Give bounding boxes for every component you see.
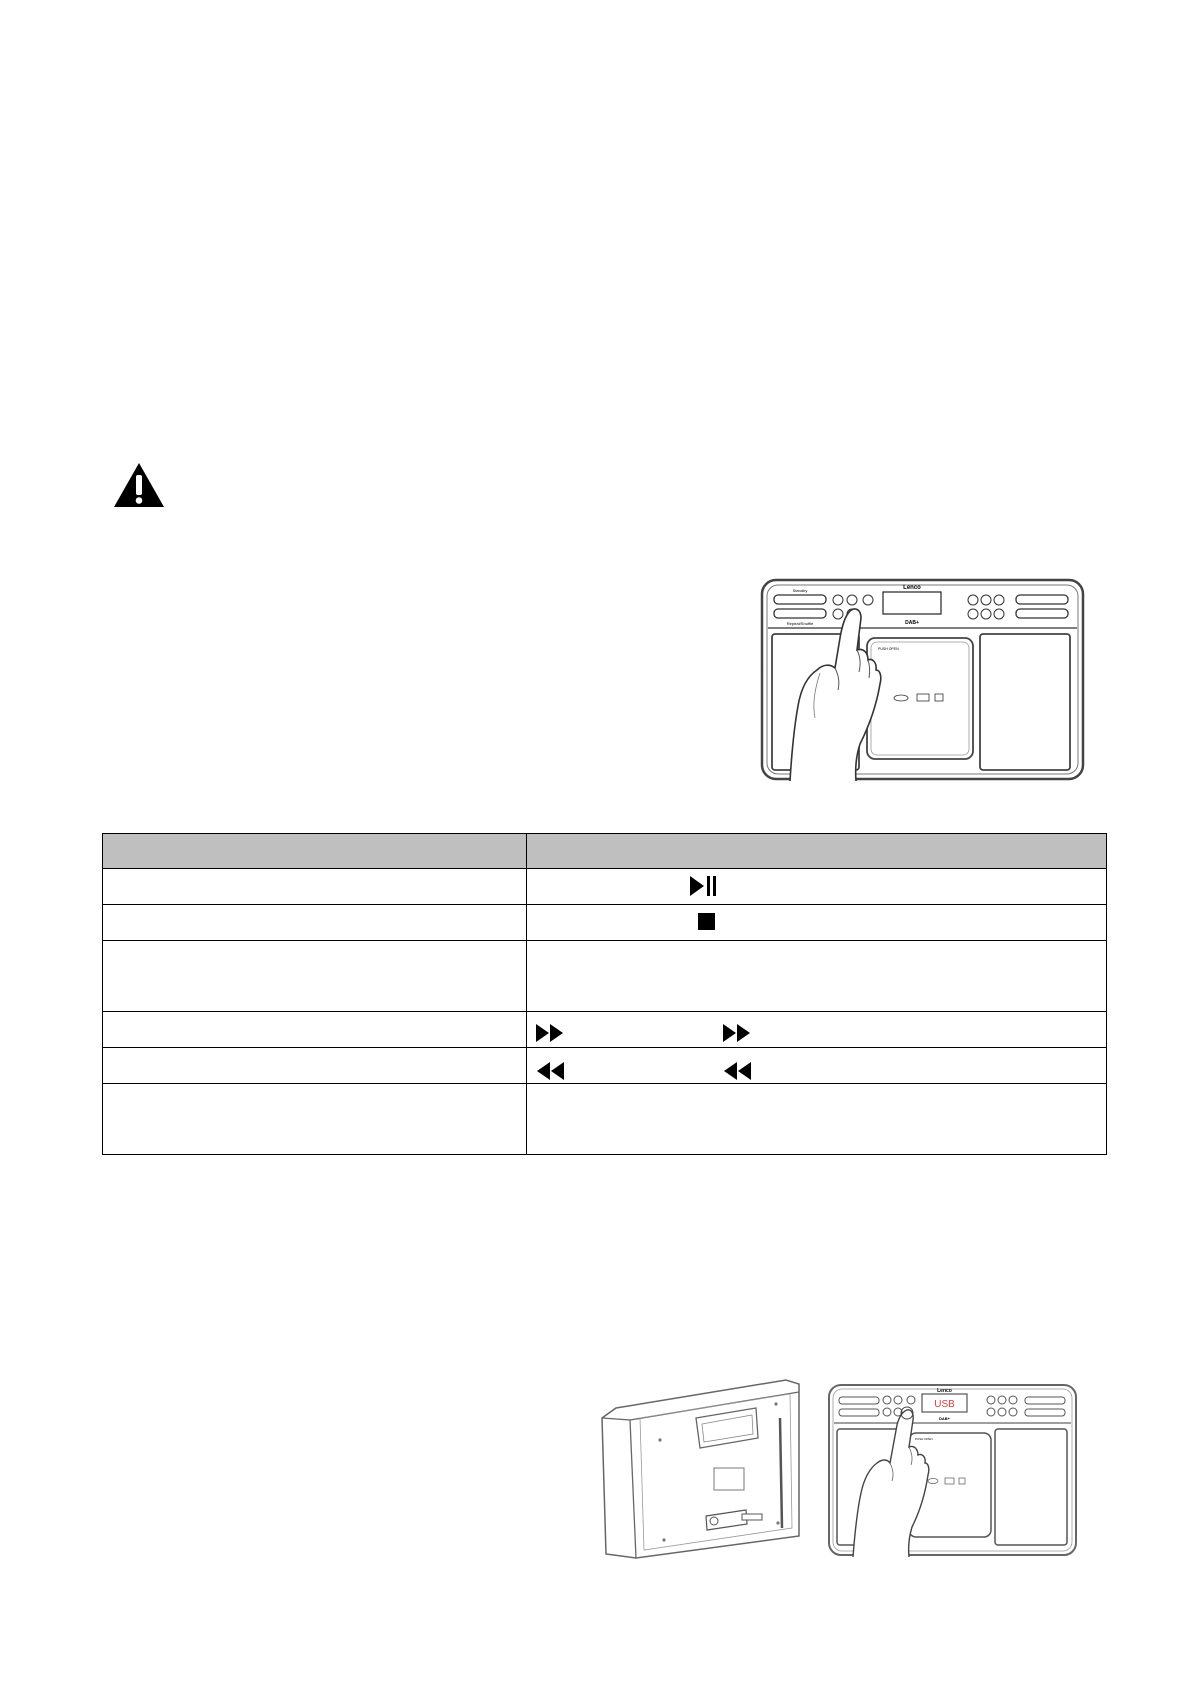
table-cell [103,1048,527,1084]
table-row [103,1012,1107,1048]
svg-text:PUSH OPEN: PUSH OPEN [915,1437,933,1441]
table-cell [103,1084,527,1155]
table-header-cell [103,834,527,869]
warning-icon [113,462,165,508]
table-header-row [103,834,1107,869]
table-cell [103,905,527,941]
table-cell [527,1084,1107,1155]
svg-text:Repeat/Shuffle: Repeat/Shuffle [786,621,814,626]
play-pause-icon [688,874,718,898]
operations-table [102,833,1107,1155]
rewind-icon [722,1061,752,1081]
table-row [103,1048,1107,1084]
device-front-usb-illustration [827,1383,1078,1557]
fast-forward-icon [722,1023,752,1043]
table-cell [527,1012,1107,1048]
brand-logo: Lenco [903,585,921,591]
table-cell [103,941,527,1012]
dab-badge: DAB+ [905,620,919,626]
brand-logo: Lenco [937,1388,952,1394]
table-cell [103,1012,527,1048]
table-row [103,869,1107,905]
rewind-icon [535,1061,565,1081]
table-cell [527,869,1107,905]
table-cell [103,869,527,905]
table-cell [527,905,1107,941]
usb-display: USB [934,1399,955,1410]
device-back-illustration [596,1378,806,1559]
device-front-illustration [760,578,1085,781]
fast-forward-icon [535,1023,565,1043]
svg-text:PUSH OPEN: PUSH OPEN [878,647,899,651]
table-cell [527,941,1107,1012]
svg-text:Standby: Standby [792,588,808,593]
table-header-cell [527,834,1107,869]
table-row [103,1084,1107,1155]
table-row [103,941,1107,1012]
stop-icon [698,913,715,930]
table-cell [527,1048,1107,1084]
table-row [103,905,1107,941]
dab-badge: DAB+ [938,1416,951,1421]
